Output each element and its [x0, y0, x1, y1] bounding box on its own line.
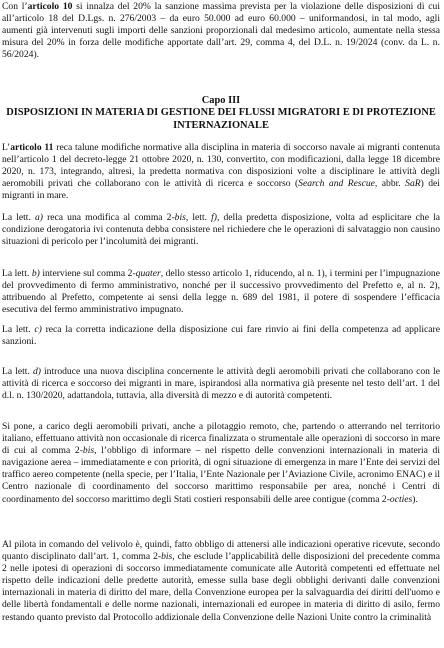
- paragraph-letter-c: La lett. c) reca la corretta indicazione della disposizione cui fare rinvio ai fini della competenza ad applicare sanzioni.: [2, 324, 440, 348]
- paragraph-letter-b: La lett. b) interviene sul comma 2-quater, dello stesso articolo 1, riducendo, al n. 1), i termini per l’impugnazione del provvedimento di fermo amministrativo, nonché per il successivo provvedimento del Prefetto e, al n. 2), attribuendo al Prefetto, competente ai sensi della legge n. 689 del 1981, il potere di sospendere l’efficacia esecutiva del fermo amministrativo impugnato.: [2, 268, 440, 316]
- section-heading-title: DISPOSIZIONI IN MATERIA DI GESTIONE DEI FLUSSI MIGRATORI E DI PROTEZIONE INTERNAZIONALE: [6, 107, 436, 131]
- paragraph-pilot: Al pilota in comando del velivolo è, quindi, fatto obbligo di attenersi alle indicazioni operative ricevute, secondo quanto disciplinato dall’art. 1, comma 2-bis, che esclude l’applicabilità delle disposizioni del precedente comma 2 nelle ipotesi di operazioni di soccorso immediatamente comunicate alle Autorità competenti ed effettuate nel rispetto delle indicazioni delle predette autorità, emesse sulla base degli obblighi derivanti dalle convenzioni internazionali in materia di diritto del mare, della Convenzione europea per la salvaguardia dei diritti dell'uomo e delle libertà fondamentali e delle norme nazionali, internazionali ed europee in materia di diritto di asilo, fermo restando quanto previsto dal Protocollo addizionale della Convenzione delle Nazioni Unite contro la criminalità: [2, 539, 440, 623]
- paragraph-article-11: L’articolo 11 reca talune modifiche normative alla disciplina in materia di soccorso navale ai migranti contenuta nell’articolo 1 del decreto-legge 21 ottobre 2020, n. 130, convertito, con modificazioni, dalla legge 18 dicembre 2020, n. 173, integrando, altresì, la predetta normativa con disposizioni volte a disciplinare le attività degli aeromobili privati che collaborano con le attività di ricerca e soccorso (Search and Rescue, abbr. SaR) dei migranti in mare.: [2, 142, 440, 202]
- section-heading-capo: Capo III: [201, 95, 241, 106]
- paragraph-obligations: Si pone, a carico degli aeromobili privati, anche a pilotaggio remoto, che, partendo o atterrando nel territorio italiano, effettuano attività non occasionale di ricerca finalizzata o strumentale alle operazioni di soccorso in mare di cui al comma 2-bis, l’obbligo di informare – nel rispetto delle convenzioni internazionali in materia di navigazione aerea – immediatamente e con priorità, di ogni situazione di emergenza in mare l’Ente dei servizi del traffico aereo competente (nella specie, per l’Italia, l’Ente Nazionale per l’Aviazione Civile, acronimo ENAC) e il Centro nazionale di coordinamento del soccorso marittimo responsabile per area, nonché i Centri di coordinamento del soccorso marittimo degli Stati costieri responsabili delle aree contigue (comma 2-octies).: [2, 421, 440, 505]
- paragraph-article-10: Con l’articolo 10 si innalza del 20% la sanzione massima prevista per la violazione delle disposizioni di cui all’articolo 18 del D.Lgs. n. 276/2003 – da euro 50.000 ad euro 60.000 – uniformandosi, in tal modo, agli aumenti già intervenuti sugli importi delle sanzioni proporzionali dal medesimo articolo, aumentate nella stessa misura del 20% in forza delle modifiche apportate dall’art. 29, comma 4, del D.L. n. 19/2024 (conv. da L. n. 56/2024).: [2, 1, 440, 61]
- paragraph-letter-a: La lett. a) reca una modifica al comma 2-bis, lett. f), della predetta disposizione, volta ad esplicitare che la condizione derogatoria ivi contenuta debba consistere nel richiedere che le operazioni di salvataggio non causino situazioni di pericolo per l’incolumità dei migranti.: [2, 212, 440, 248]
- paragraph-letter-d: La lett. d) introduce una nuova disciplina concernente le attività degli aeromobili privati che collaborano con le attività di ricerca e soccorso dei migranti in mare, ispirandosi alla normativa già presente nel testo dell’art. 1 del d.l. n. 130/2020, adattandola, tuttavia, alla diversità di mezzo e di autorità competenti.: [2, 366, 440, 402]
